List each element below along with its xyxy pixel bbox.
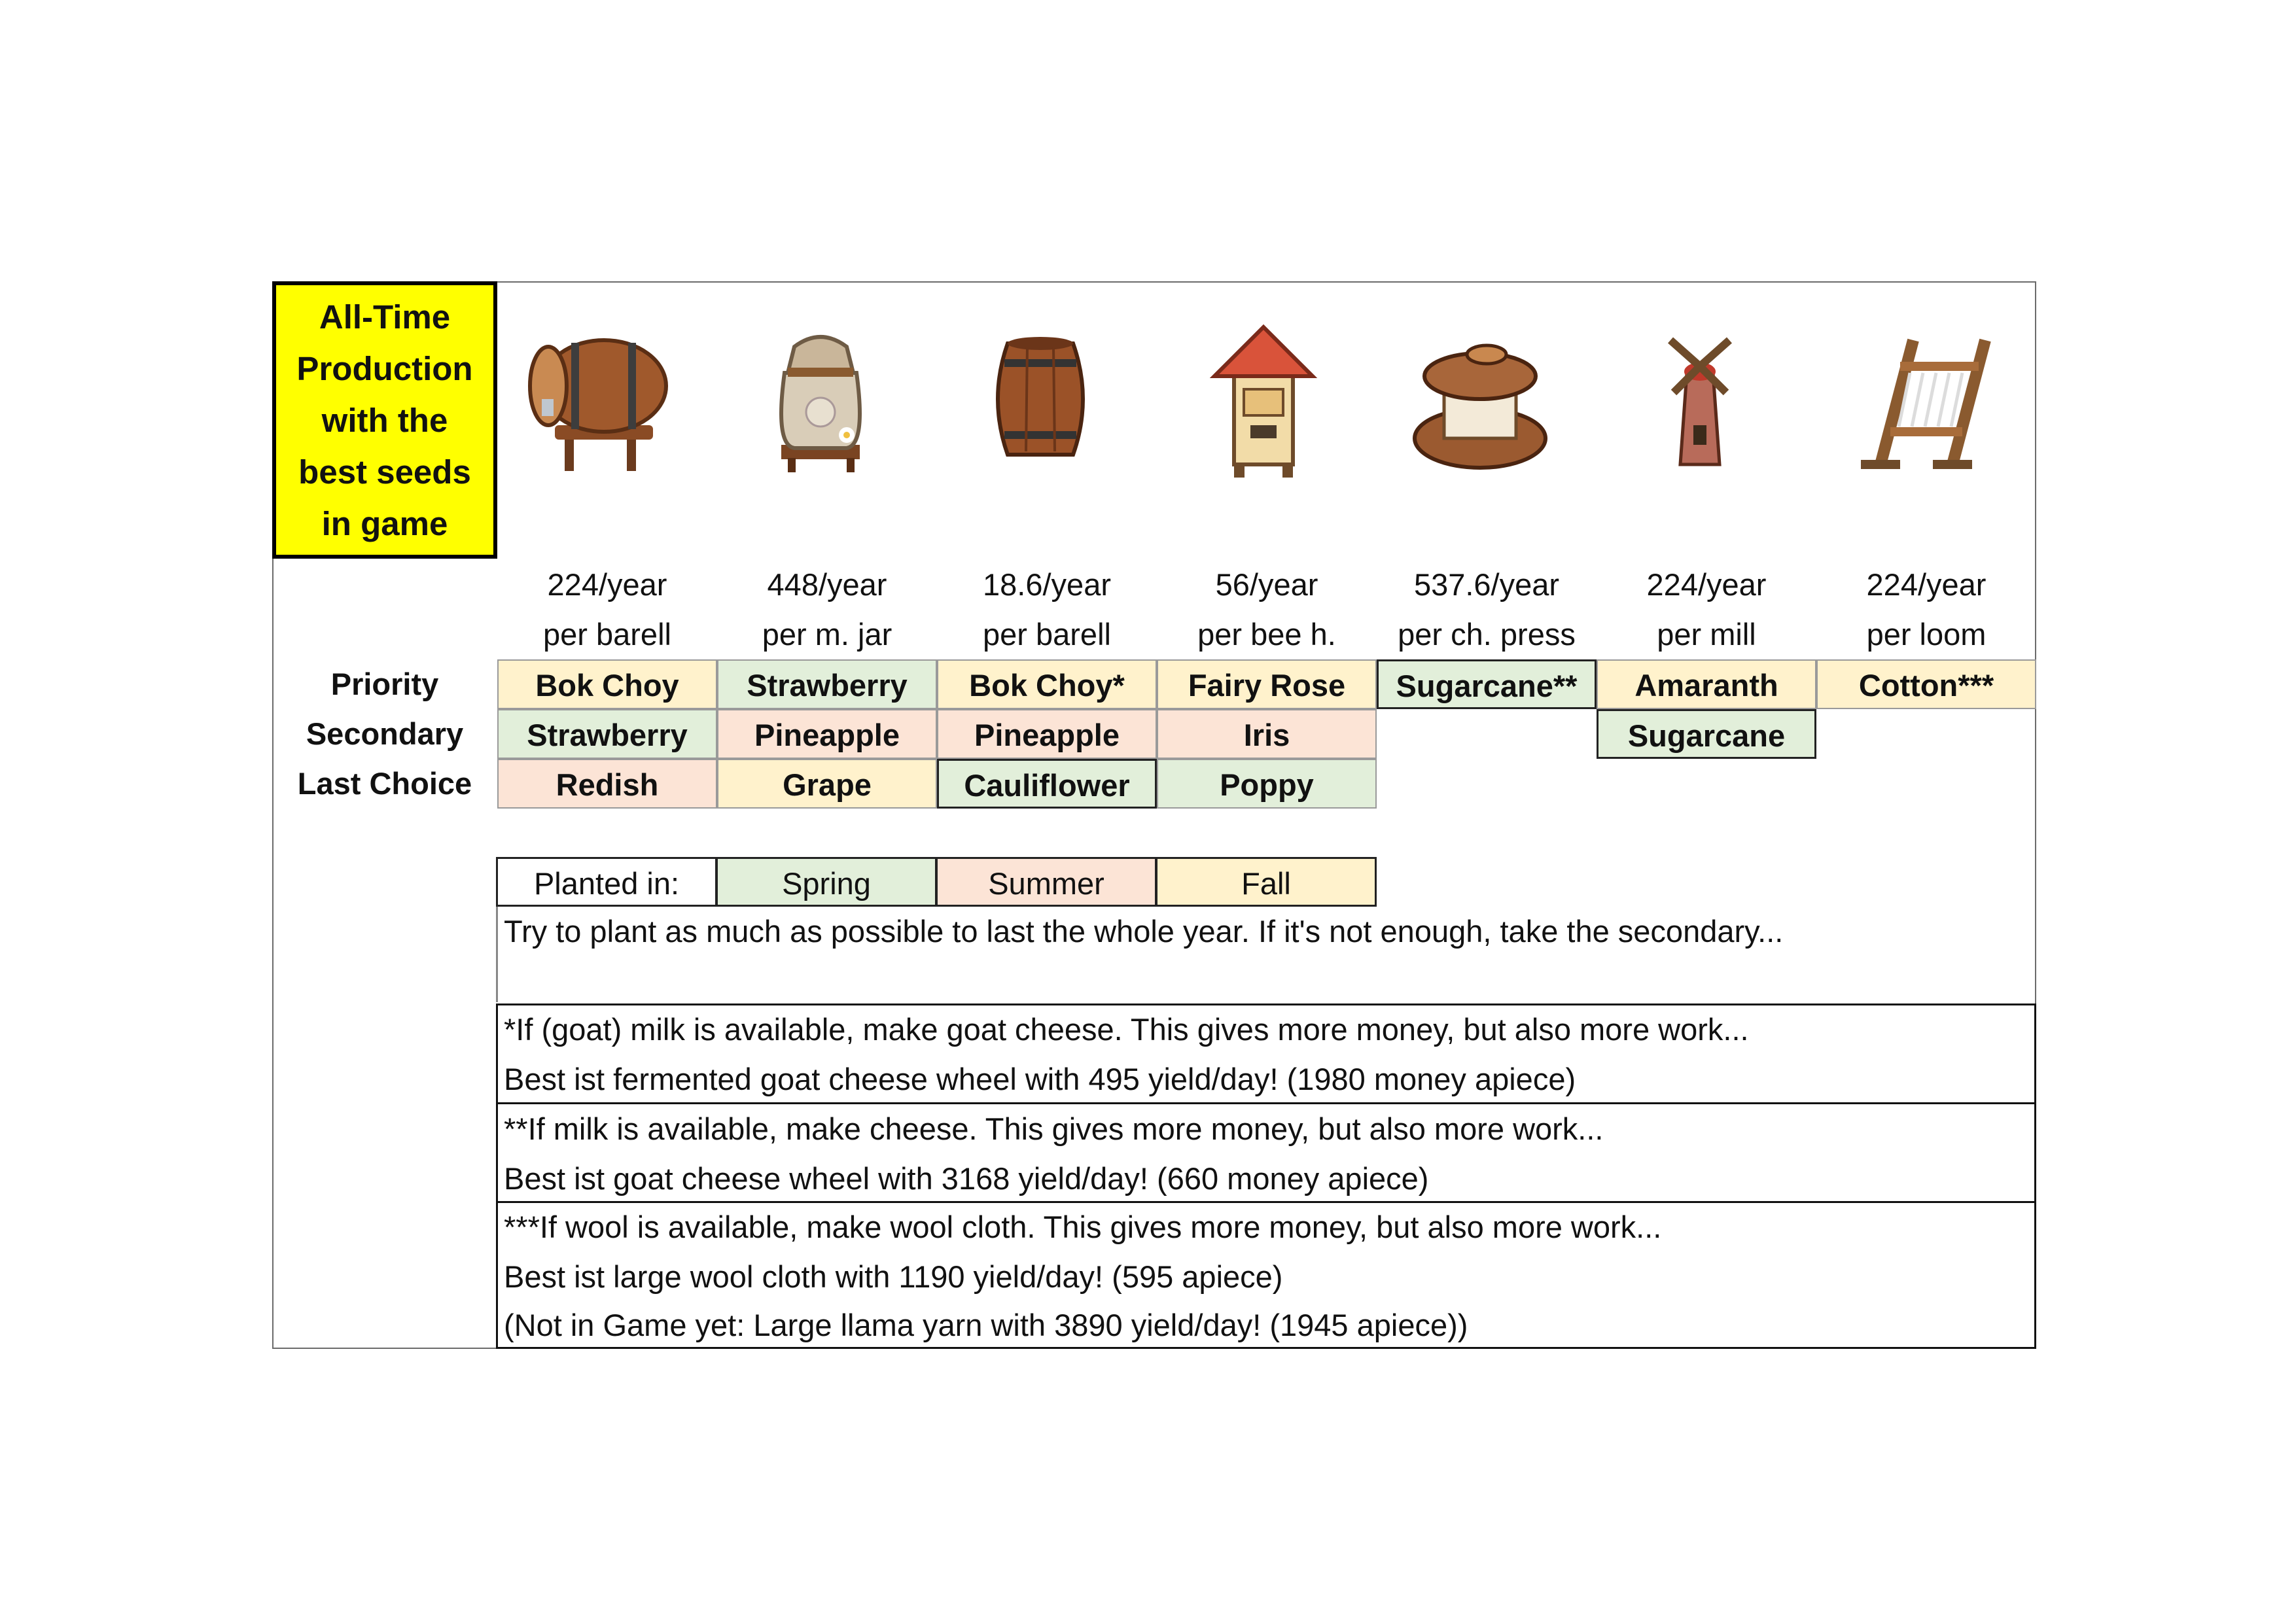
mill-icon bbox=[1602, 314, 1798, 484]
rate-unit: per barell bbox=[983, 617, 1111, 652]
rate-value: 448/year bbox=[767, 567, 887, 602]
crop-cell: Redish bbox=[497, 759, 717, 809]
title-line: in game bbox=[321, 504, 448, 542]
crop-cell: Pineapple bbox=[937, 709, 1157, 759]
rate-value: 537.6/year bbox=[1413, 567, 1560, 602]
crop-cell: Strawberry bbox=[717, 659, 937, 709]
crop-cell: Poppy bbox=[1157, 759, 1377, 809]
cheese-press-icon bbox=[1382, 314, 1578, 484]
note-line: *If (goat) milk is available, make goat cheese. This gives more money, but also more work... bbox=[504, 1012, 1749, 1047]
bee-house-icon bbox=[1162, 314, 1358, 484]
legend-spring: Spring bbox=[716, 857, 937, 907]
crop-cell: Strawberry bbox=[497, 709, 717, 759]
rate-unit: per mill bbox=[1657, 617, 1756, 652]
barrel-icon bbox=[942, 314, 1139, 484]
row-label-last-choice: Last Choice bbox=[297, 766, 472, 801]
crop-cell: Cotton*** bbox=[1816, 659, 2036, 709]
rate-value: 224/year bbox=[547, 567, 667, 602]
legend-summer: Summer bbox=[936, 857, 1157, 907]
rate-unit: per barell bbox=[543, 617, 671, 652]
wine-barrel-icon bbox=[503, 314, 699, 484]
crop-cell: Amaranth bbox=[1597, 659, 1816, 709]
rate-value: 224/year bbox=[1866, 567, 1987, 602]
note-line: Best ist fermented goat cheese wheel with 495 yield/day! (1980 money apiece) bbox=[504, 1062, 1576, 1096]
legend-label: Planted in: bbox=[496, 857, 717, 907]
crop-cell: Bok Choy* bbox=[937, 659, 1157, 709]
legend-fall: Fall bbox=[1156, 857, 1377, 907]
crop-cell: Sugarcane** bbox=[1377, 659, 1597, 709]
row-label-secondary: Secondary bbox=[306, 716, 464, 751]
title-line: with the bbox=[321, 401, 448, 439]
advice-text: Try to plant as much as possible to last the whole year. If it's not enough, take the secondary... bbox=[504, 914, 1784, 949]
title-line: Production bbox=[296, 349, 473, 387]
title-line: best seeds bbox=[298, 453, 471, 491]
row-label-priority: Priority bbox=[330, 667, 439, 701]
rate-unit: per loom bbox=[1866, 617, 1987, 652]
loom-icon bbox=[1822, 314, 2018, 484]
note-line: Best ist large wool cloth with 1190 yield/day! (595 apiece) bbox=[504, 1259, 1283, 1294]
mason-jar-icon bbox=[722, 314, 919, 484]
crop-cell: Cauliflower bbox=[937, 759, 1157, 809]
title-box bbox=[272, 281, 497, 559]
note-line: **If milk is available, make cheese. This gives more money, but also more work... bbox=[504, 1111, 1604, 1146]
crop-cell: Bok Choy bbox=[497, 659, 717, 709]
note-line: Best ist goat cheese wheel with 3168 yield/day! (660 money apiece) bbox=[504, 1161, 1429, 1196]
crop-cell: Sugarcane bbox=[1597, 709, 1816, 759]
crop-cell: Fairy Rose bbox=[1157, 659, 1377, 709]
crop-cell: Grape bbox=[717, 759, 937, 809]
rate-unit: per ch. press bbox=[1398, 617, 1576, 652]
crop-cell: Pineapple bbox=[717, 709, 937, 759]
rate-unit: per bee h. bbox=[1197, 617, 1336, 652]
note-line: (Not in Game yet: Large llama yarn with 3890 yield/day! (1945 apiece)) bbox=[504, 1308, 1468, 1342]
title-line: All-Time bbox=[319, 298, 451, 336]
crop-cell: Iris bbox=[1157, 709, 1377, 759]
rate-unit: per m. jar bbox=[762, 617, 892, 652]
rate-value: 18.6/year bbox=[983, 567, 1111, 602]
note-line: ***If wool is available, make wool cloth. This gives more money, but also more work... bbox=[504, 1210, 1662, 1244]
divider bbox=[496, 907, 498, 1002]
rate-value: 224/year bbox=[1646, 567, 1767, 602]
rate-value: 56/year bbox=[1215, 567, 1318, 602]
